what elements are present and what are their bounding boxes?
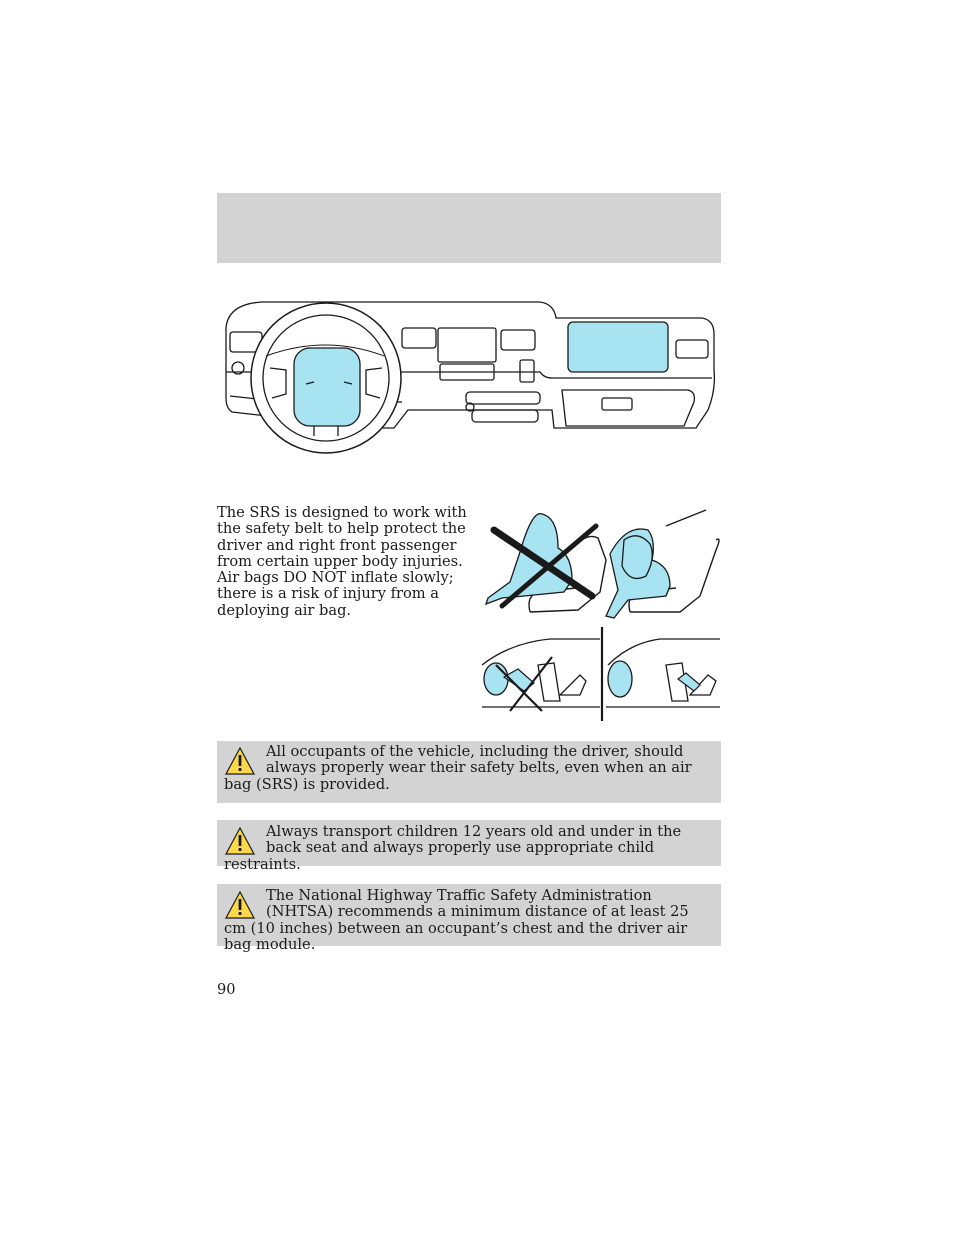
warning-text: Always transport children 12 years old and under in the back seat and always properly use appropriate child restraints. [224, 823, 682, 873]
warning-text: All occupants of the vehicle, including the driver, should always properly wear their safety belts, even when an air bag (SRS) is provided. [224, 743, 692, 793]
intro-paragraph: The SRS is designed to work with the safety belt to help protect the driver and right front passenger from certain upper body injuries. Air bags DO NOT inflate slowly; there is a risk of injury from a deploying air bag. [217, 504, 467, 619]
occupant-airbag-illustration [480, 500, 722, 622]
warning-box-safety-belts [217, 741, 721, 803]
warning-triangle-icon [224, 890, 256, 920]
page-number: 90 [217, 981, 236, 998]
dashboard-airbag-illustration [222, 298, 720, 458]
warning-box-children [217, 820, 721, 873]
child-seat-airbag-illustration [480, 625, 722, 723]
warning-triangle-icon [224, 746, 256, 776]
section-header-band [217, 193, 721, 263]
warning-text: The National Highway Traffic Safety Administration (NHTSA) recommends a minimum distance of at least 25 cm (10 inches) between an occupant’s chest and the driver air bag module. [224, 887, 689, 953]
warning-box-nhtsa-distance [217, 884, 721, 953]
warning-triangle-icon [224, 826, 256, 856]
